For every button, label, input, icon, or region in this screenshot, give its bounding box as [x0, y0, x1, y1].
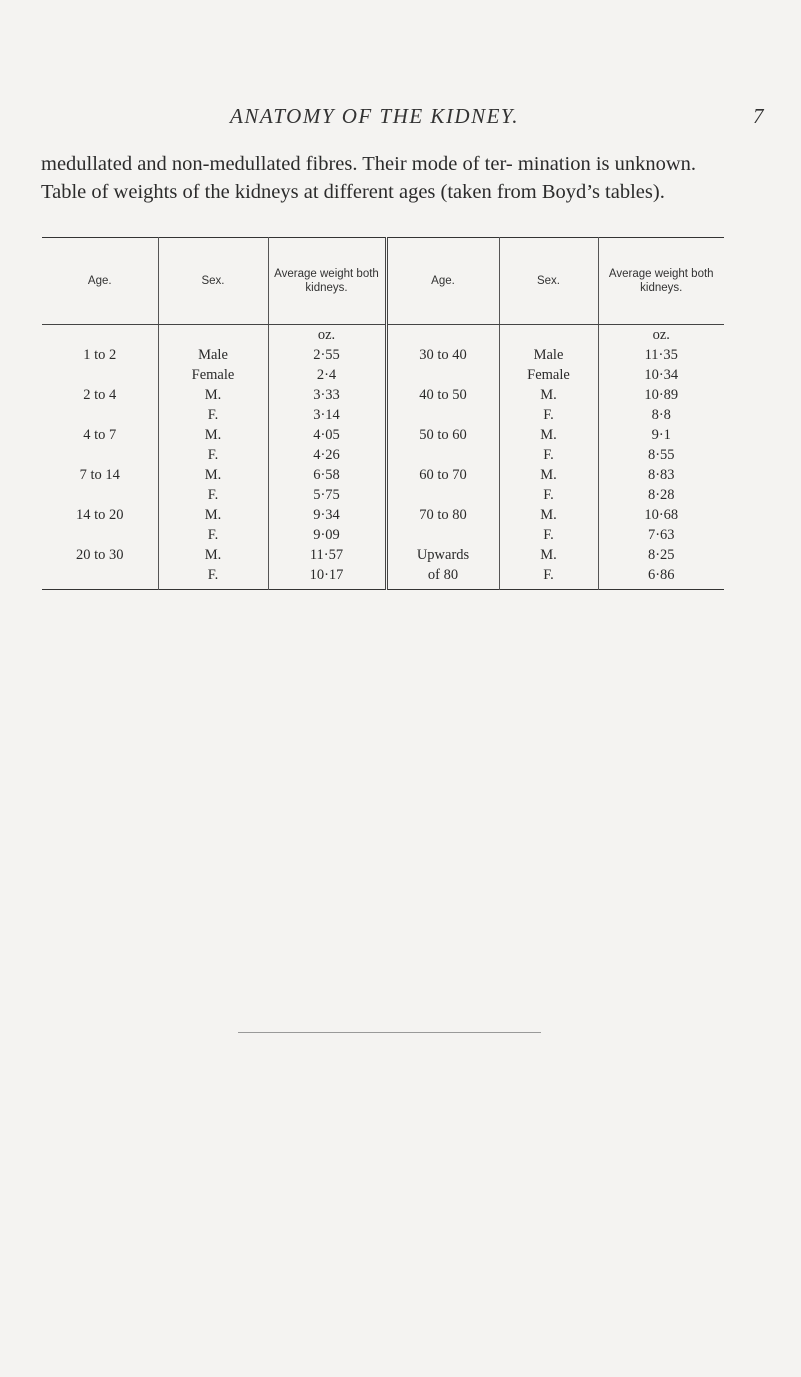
table-row: [42, 505, 724, 525]
cell-weight-right: 10·34: [644, 367, 679, 383]
cell-weight-left: 2·4: [268, 365, 386, 385]
cell-age-left: 7 to 14: [42, 465, 158, 485]
cell-sex-left: M.: [158, 505, 268, 525]
table-row: [42, 525, 724, 545]
cell-sex-left: Female: [158, 365, 268, 385]
cell-sex-right: M.: [499, 385, 598, 405]
cell-weight-right: 11·35: [644, 347, 678, 363]
kidney-weights-table: [42, 237, 724, 590]
cell-sex-left: F.: [158, 565, 268, 590]
table-header-row: [42, 238, 724, 325]
cell-sex-left: F.: [158, 485, 268, 505]
cell-weight-left: 3·14: [268, 405, 386, 425]
cell-weight-left: 9·09: [268, 525, 386, 545]
cell-sex-right: F.: [499, 525, 598, 545]
cell-sex-right: M.: [499, 465, 598, 485]
header-weight-left: Average weight both kidneys.: [268, 238, 386, 325]
cell-weight-left: 9·34: [268, 505, 386, 525]
cell-sex-left: F.: [158, 445, 268, 465]
cell-weight-right: 8·25: [647, 547, 675, 563]
cell-sex-left: M.: [158, 545, 268, 565]
cell-sex-left: F.: [158, 525, 268, 545]
cell-age-left: [42, 365, 158, 385]
running-head: [0, 104, 801, 134]
cell-weight-right: 8·28: [647, 487, 675, 503]
header-sex-left: Sex.: [158, 238, 268, 325]
paragraph-table-intro: Table of weights of the kidneys at different ages (taken from Boyd’s tables).: [41, 181, 665, 203]
cell-age-right: [386, 405, 499, 425]
cell-sex-right: Male: [499, 345, 598, 365]
cell-sex-right: M.: [499, 505, 598, 525]
cell-sex-left: M.: [158, 385, 268, 405]
cell-age-right: of 80: [386, 565, 499, 590]
cell-sex-left: F.: [158, 405, 268, 425]
cell-weight-right: 8·55: [647, 447, 675, 463]
table-row: [42, 405, 724, 425]
cell-sex-left: Male: [158, 345, 268, 365]
table-row: [42, 385, 724, 405]
cell-sex-right: F.: [499, 485, 598, 505]
table-row: [42, 365, 724, 385]
cell-age-left: [42, 445, 158, 465]
cell-weight-right: 10·89: [644, 387, 679, 403]
table-row: [42, 545, 724, 565]
cell-age-right: 30 to 40: [386, 345, 499, 365]
cell-weight-left: 5·75: [268, 485, 386, 505]
cell-sex-right: M.: [499, 545, 598, 565]
cell-sex-left: M.: [158, 465, 268, 485]
cell-age-left: 14 to 20: [42, 505, 158, 525]
cell-age-left: 1 to 2: [42, 345, 158, 365]
running-title: ANATOMY OF THE KIDNEY.: [230, 104, 519, 128]
cell-age-right: [386, 525, 499, 545]
table-row: [42, 485, 724, 505]
bottom-rule: [238, 1032, 541, 1033]
cell-age-right: 50 to 60: [386, 425, 499, 445]
cell-weight-right: 8·83: [647, 467, 675, 483]
cell-age-right: [386, 445, 499, 465]
cell-age-right: [386, 485, 499, 505]
cell-age-left: [42, 525, 158, 545]
unit-row: [42, 325, 724, 346]
cell-age-left: [42, 405, 158, 425]
cell-sex-left: M.: [158, 425, 268, 445]
cell-weight-left: 11·57: [268, 545, 386, 565]
cell-age-right: Upwards: [386, 545, 499, 565]
cell-weight-right: 7·63: [647, 527, 675, 543]
table-row: [42, 565, 724, 590]
cell-weight-right: 6·86: [647, 567, 675, 583]
header-weight-right: Average weight both kidneys.: [598, 238, 724, 325]
cell-age-left: 4 to 7: [42, 425, 158, 445]
cell-sex-right: M.: [499, 425, 598, 445]
cell-sex-right: F.: [499, 445, 598, 465]
cell-sex-right: F.: [499, 405, 598, 425]
cell-weight-left: 3·33: [268, 385, 386, 405]
cell-age-right: 60 to 70: [386, 465, 499, 485]
cell-weight-right: 10·68: [644, 507, 679, 523]
cell-age-left: 2 to 4: [42, 385, 158, 405]
cell-age-right: [386, 365, 499, 385]
unit-label-left: oz.: [268, 325, 386, 346]
table-row: [42, 345, 724, 365]
cell-age-right: 70 to 80: [386, 505, 499, 525]
cell-age-left: [42, 485, 158, 505]
header-sex-right: Sex.: [499, 238, 598, 325]
page-number: 7: [753, 104, 764, 128]
cell-weight-left: 2·55: [268, 345, 386, 365]
cell-weight-left: 4·26: [268, 445, 386, 465]
cell-weight-right: 9·1: [651, 427, 671, 443]
cell-sex-right: Female: [499, 365, 598, 385]
table-row: [42, 445, 724, 465]
cell-weight-right: 8·8: [651, 407, 671, 423]
body-text: [41, 150, 731, 206]
header-age-left: Age.: [42, 238, 158, 325]
table-body: [42, 325, 724, 590]
cell-sex-right: F.: [499, 565, 598, 590]
cell-age-right: 40 to 50: [386, 385, 499, 405]
cell-age-left: [42, 565, 158, 590]
unit-label-right: oz.: [652, 327, 670, 343]
header-age-right: Age.: [386, 238, 499, 325]
cell-weight-left: 10·17: [268, 565, 386, 590]
cell-weight-left: 6·58: [268, 465, 386, 485]
cell-weight-left: 4·05: [268, 425, 386, 445]
kidney-weights-table-container: [42, 237, 724, 590]
table-row: [42, 425, 724, 445]
table-row: [42, 465, 724, 485]
cell-age-left: 20 to 30: [42, 545, 158, 565]
paragraph-fibres: medullated and non-medullated fibres. Their mode of ter- mination is unknown.: [41, 153, 697, 175]
